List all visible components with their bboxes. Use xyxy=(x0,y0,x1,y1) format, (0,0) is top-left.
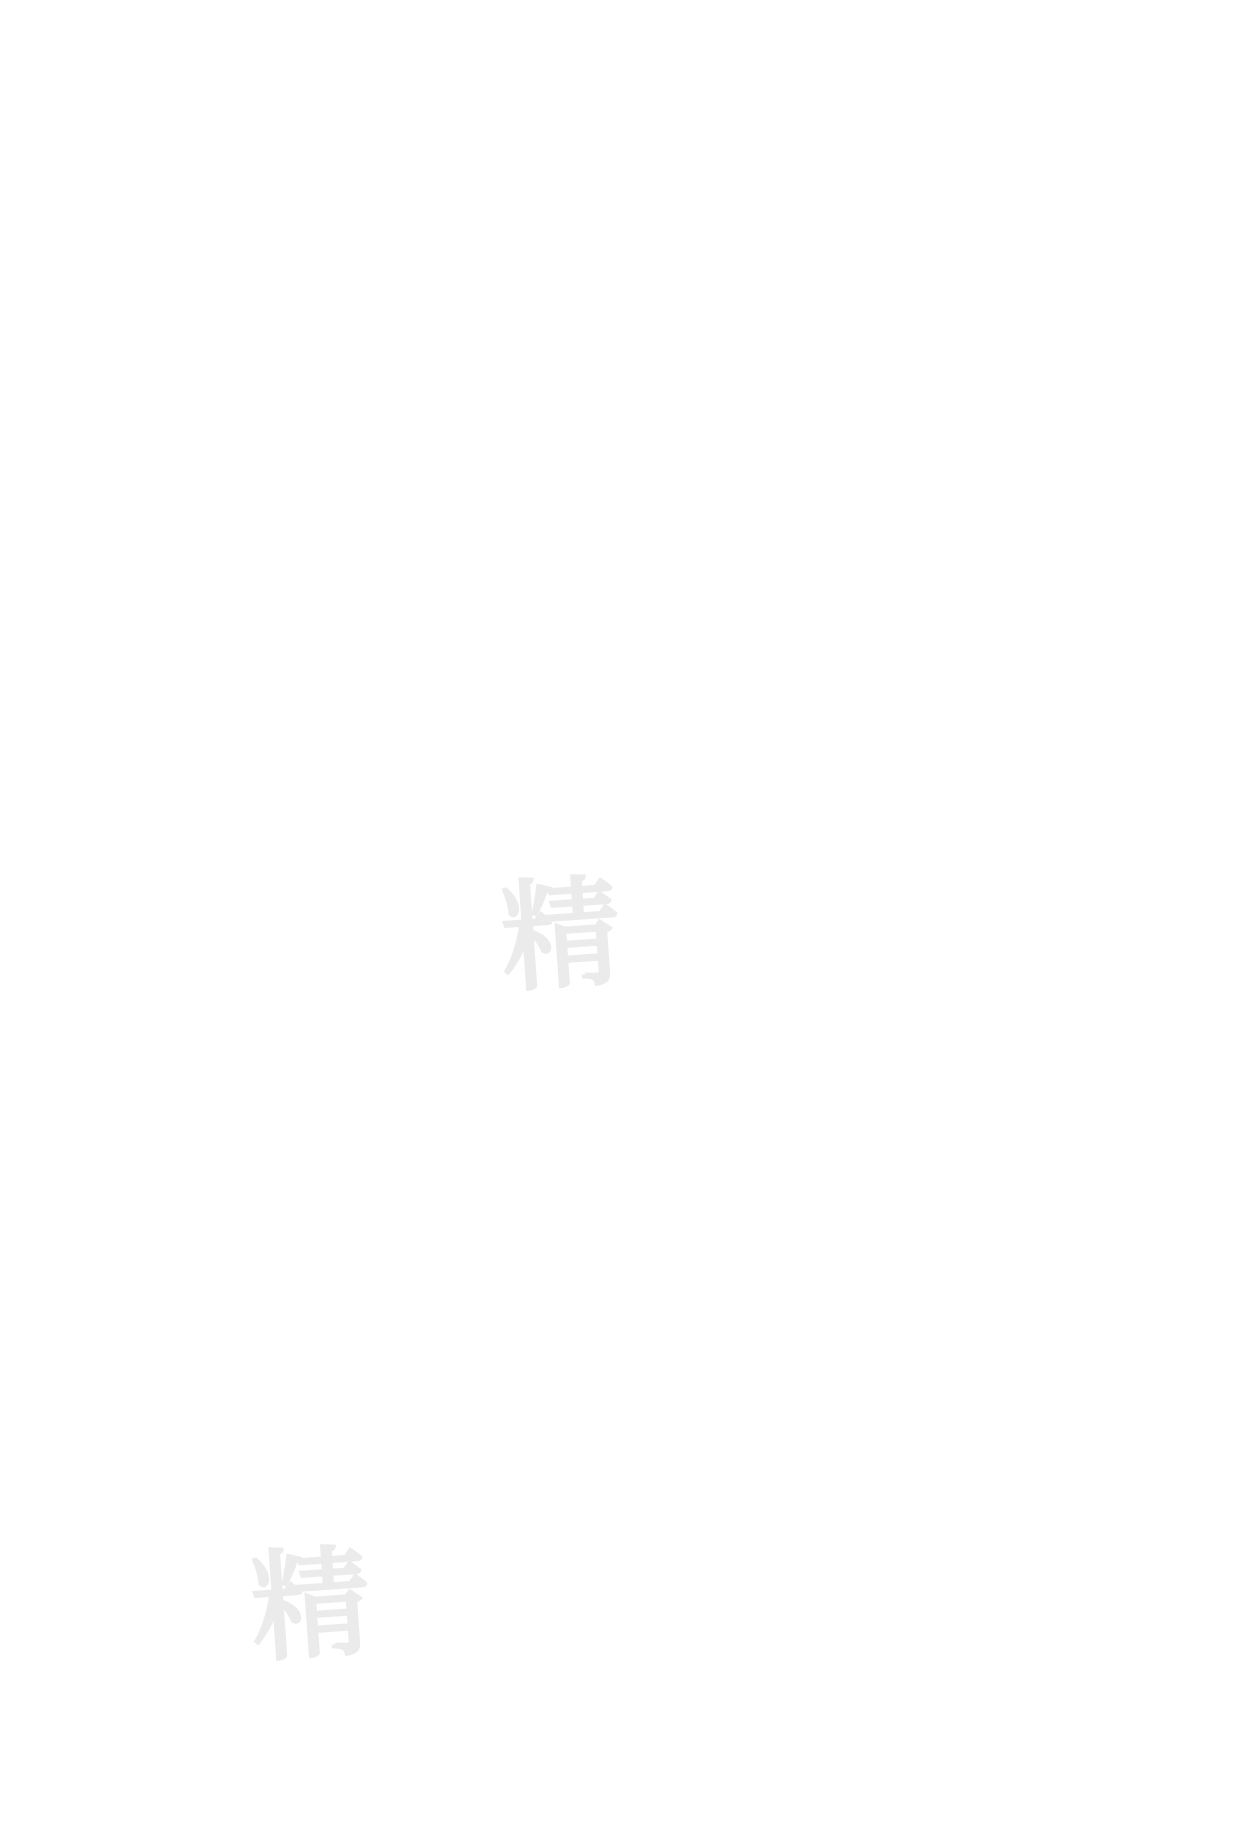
page-footer xyxy=(20,1778,104,1814)
watermark-logo-2: 精 xyxy=(245,1530,376,1680)
watermark-logo: 精 xyxy=(495,860,626,1010)
